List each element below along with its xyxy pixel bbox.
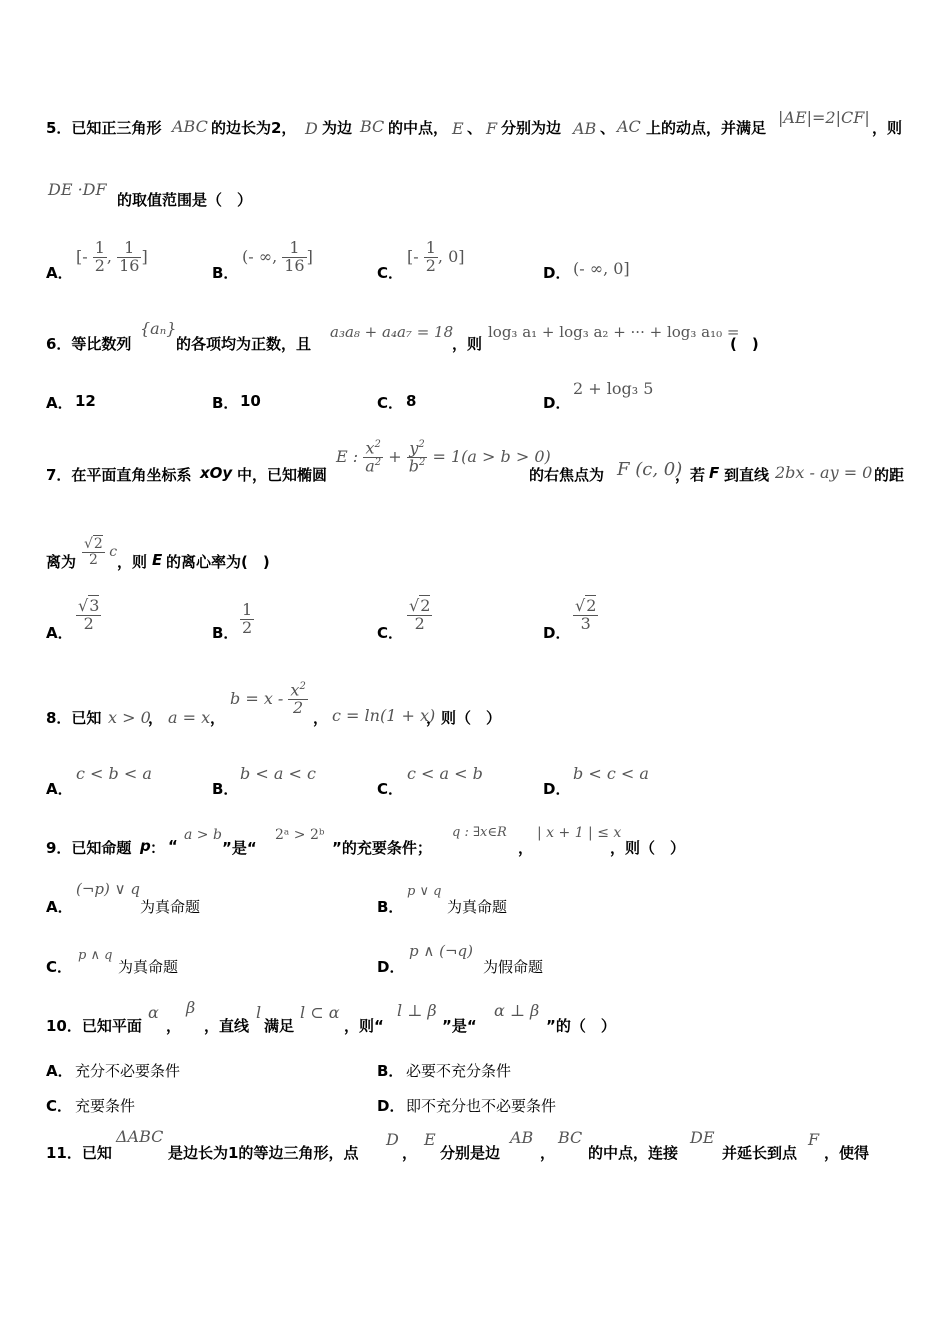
q10-option-c: 充要条件 xyxy=(75,1097,136,1115)
q7-text-d: ，若 xyxy=(675,466,706,484)
q11-text-c: 分别是边 xyxy=(440,1144,501,1162)
q9-option-b-label: B． xyxy=(377,898,404,916)
q9-text-a: 9．已知命题 xyxy=(46,839,132,857)
q8-x: x > 0 xyxy=(108,708,151,727)
q6-text-b: 的各项均为正数，且 xyxy=(176,335,312,353)
q9-text-c: ”的充要条件； xyxy=(332,839,432,857)
q5-text-d: 的中点， xyxy=(388,119,449,137)
q9-option-a-label: A． xyxy=(46,898,73,916)
q5-text-c: 为边 xyxy=(322,119,353,137)
q8-text-b: ，则（ ） xyxy=(426,709,502,727)
q8-s1: ， xyxy=(148,709,164,727)
q5-text-g: ，则 xyxy=(872,119,903,137)
q11-bc: BC xyxy=(558,1128,583,1147)
q7-text-g: 离为 xyxy=(46,553,77,571)
q10-option-b: 必要不充分条件 xyxy=(406,1062,512,1080)
q7-text-c: 的右焦点为 xyxy=(529,466,605,484)
q10-text-b: ，直线 xyxy=(204,1017,250,1035)
q6-option-d-label: D． xyxy=(543,394,571,412)
q8-a: a = x xyxy=(168,708,211,727)
q5-sep2: 、 xyxy=(600,119,616,137)
q8-option-d-label: D． xyxy=(543,780,571,798)
q6-option-a: 12 xyxy=(75,392,96,410)
q10-option-b-label: B． xyxy=(377,1062,404,1080)
q8-s3: ， xyxy=(313,709,329,727)
q5-option-c-label: C． xyxy=(377,264,404,282)
q11-text-e: 并延长到点 xyxy=(722,1144,798,1162)
q11-e: E xyxy=(424,1130,436,1149)
q7-option-d-label: D． xyxy=(543,624,571,642)
q10-text-f: ”的（ ） xyxy=(546,1017,616,1035)
q9-option-c-label: C． xyxy=(46,958,73,976)
q7-xoy: xOy xyxy=(200,464,233,482)
q5-text-line2: 的取值范围是（ ） xyxy=(117,191,253,209)
q6-expr: log₃ a₁ + log₃ a₂ + ··· + log₃ a₁₀ = xyxy=(488,323,740,341)
q5-option-d-label: D． xyxy=(543,264,571,282)
q7-f: F xyxy=(709,464,720,482)
q7-option-c-label: C． xyxy=(377,624,404,642)
q11-f: F xyxy=(808,1130,820,1149)
q7-ellipse: E : $\frac{x^2}{a^2}$ + $\frac{y^2}{b^2}$ = 1(a > b > 0) xyxy=(336,438,551,476)
q5-ac: AC xyxy=(617,117,641,136)
q10-text-d: ，则“ xyxy=(344,1017,384,1035)
q9-option-c-text: 为真命题 xyxy=(118,958,179,976)
q9-option-b-text: 为真命题 xyxy=(447,898,508,916)
q11-text-a: 11．已知 xyxy=(46,1144,112,1162)
q9-option-d-math: p ∧ (¬q) xyxy=(409,942,473,960)
q9-p: p xyxy=(140,837,151,855)
q9-qdef: q : ∃x∈R xyxy=(452,825,507,840)
q10-perp2: α ⊥ β xyxy=(494,1001,540,1020)
q10-text-a: 10．已知平面 xyxy=(46,1017,142,1035)
q5-text-a: 5．已知正三角形 xyxy=(46,119,162,137)
q11-text-d: 的中点，连接 xyxy=(588,1144,679,1162)
q10-option-d: 即不充分也不必要条件 xyxy=(406,1097,557,1115)
q5-abc: ABC xyxy=(172,117,208,136)
q6-text-d: ( ) xyxy=(730,335,759,353)
q10-option-a-label: A． xyxy=(46,1062,73,1080)
q6-option-c: 8 xyxy=(406,392,417,410)
q7-e: E xyxy=(152,551,163,569)
q6-text-c: ，则 xyxy=(452,335,483,353)
q9-option-b-math: p ∨ q xyxy=(407,884,442,899)
q5-ab: AB xyxy=(573,119,597,138)
q7-text-a: 7．在平面直角坐标系 xyxy=(46,466,192,484)
q5-option-c: [- $\frac{1}{2}$ , 0] xyxy=(407,238,465,275)
q5-option-b: (- ∞, $\frac{1}{16}$ ] xyxy=(242,238,313,275)
q6-option-c-label: C． xyxy=(377,394,404,412)
q5-option-a: [- $\frac{1}{2}$ , $\frac{1}{16}$ ] xyxy=(76,238,148,275)
q9-option-d-label: D． xyxy=(377,958,405,976)
q9-option-a-text: 为真命题 xyxy=(140,898,201,916)
q7-text-b: 中，已知椭圆 xyxy=(237,466,328,484)
q11-de: DE xyxy=(690,1128,715,1147)
q11-triangle: ΔABC xyxy=(116,1127,164,1146)
q9-comma: ， xyxy=(518,839,534,857)
q5-option-d: (- ∞, 0] xyxy=(573,259,630,278)
q11-d: D xyxy=(386,1130,399,1149)
q9-abs: | x + 1 | ≤ x xyxy=(537,825,622,841)
q10-s1: ， xyxy=(166,1017,182,1035)
q10-option-a: 充分不必要条件 xyxy=(75,1062,181,1080)
q6-option-a-label: A． xyxy=(46,394,73,412)
q7-text-i: 的离心率为( ) xyxy=(166,553,270,571)
q5-text-f: 上的动点，并满足 xyxy=(646,119,767,137)
q8-option-a-label: A． xyxy=(46,780,73,798)
q5-option-a-label: A． xyxy=(46,264,73,282)
q6-text-a: 6．等比数列 xyxy=(46,335,132,353)
q8-option-d: b < c < a xyxy=(573,764,649,783)
q7-option-a: $\frac{√3}{2}$ xyxy=(78,596,100,633)
q8-text-a: 8．已知 xyxy=(46,709,102,727)
q11-s1: ， xyxy=(402,1144,418,1162)
q10-option-d-label: D． xyxy=(377,1097,405,1115)
q10-perp1: l ⊥ β xyxy=(397,1001,437,1020)
q8-b: b = x - $\frac{x^2}{2}$ xyxy=(230,680,306,718)
q8-option-b-label: B． xyxy=(212,780,239,798)
q10-l: l xyxy=(256,1003,262,1022)
q5-condition: |AE|=2|CF| xyxy=(778,108,870,127)
q7-option-b-label: B． xyxy=(212,624,239,642)
q5-text-b: 的边长为2， xyxy=(211,119,297,137)
q11-s2: ， xyxy=(540,1144,556,1162)
q8-s2: ， xyxy=(210,709,226,727)
q7-option-c: $\frac{√2}{2}$ xyxy=(409,596,431,633)
q11-ab: AB xyxy=(510,1128,534,1147)
q5-option-b-label: B． xyxy=(212,264,239,282)
q5-bc: BC xyxy=(360,117,385,136)
q7-line: 2bx - ay = 0 xyxy=(775,463,873,482)
q9-option-a-math: (¬p) ∨ q xyxy=(76,880,140,898)
q10-beta: β xyxy=(186,998,196,1017)
q9-agtb: a > b xyxy=(184,827,222,843)
q8-c: c = ln(1 + x) xyxy=(332,706,436,725)
q10-option-c-label: C． xyxy=(46,1097,73,1115)
q10-text-e: ”是“ xyxy=(442,1017,477,1035)
q8-option-c-label: C． xyxy=(377,780,404,798)
q11-text-b: 是边长为1的等边三角形，点 xyxy=(168,1144,359,1162)
q7-text-f: 的距 xyxy=(874,466,905,484)
q6-option-b-label: B． xyxy=(212,394,239,412)
q7-option-d: $\frac{√2}{3}$ xyxy=(575,596,597,633)
q8-option-a: c < b < a xyxy=(76,764,152,783)
q7-text-h: ，则 xyxy=(117,553,148,571)
q5-text-e: 分别为边 xyxy=(501,119,562,137)
q9-pow: 2ᵃ > 2ᵇ xyxy=(275,827,325,843)
q5-d: D xyxy=(305,119,318,138)
q10-subset: l ⊂ α xyxy=(300,1003,340,1022)
q11-text-f: ，使得 xyxy=(824,1144,870,1162)
q9-text-d: ，则（ ） xyxy=(610,839,686,857)
q10-alpha: α xyxy=(148,1003,159,1022)
q5-dedf: DE ·DF xyxy=(48,180,107,199)
q5-e: E xyxy=(452,119,464,138)
q9-quote1: “ xyxy=(168,837,178,855)
q7-text-e: 到直线 xyxy=(724,466,770,484)
q8-option-b: b < a < c xyxy=(240,764,316,783)
q7-option-a-label: A． xyxy=(46,624,73,642)
q6-eq: a₃a₈ + a₄a₇ = 18 xyxy=(330,323,454,341)
q9-text-b: ： xyxy=(150,839,166,857)
q6-option-b: 10 xyxy=(240,392,261,410)
q7-dist: $\frac{√2}{2}$ c xyxy=(84,536,118,568)
q10-text-c: 满足 xyxy=(264,1017,295,1035)
q9-option-d-text: 为假命题 xyxy=(483,958,544,976)
q7-option-b: $\frac{1}{2}$ xyxy=(242,600,253,637)
q5-sep1: 、 xyxy=(467,119,483,137)
q5-f: F xyxy=(486,119,498,138)
q7-focus: F (c, 0) xyxy=(617,459,683,480)
q6-seq: {aₙ} xyxy=(140,319,177,338)
q8-option-c: c < a < b xyxy=(407,764,483,783)
q9-option-c-math: p ∧ q xyxy=(78,948,113,963)
q6-option-d: 2 + log₃ 5 xyxy=(573,379,654,398)
q9-quote2: ”是“ xyxy=(222,839,257,857)
